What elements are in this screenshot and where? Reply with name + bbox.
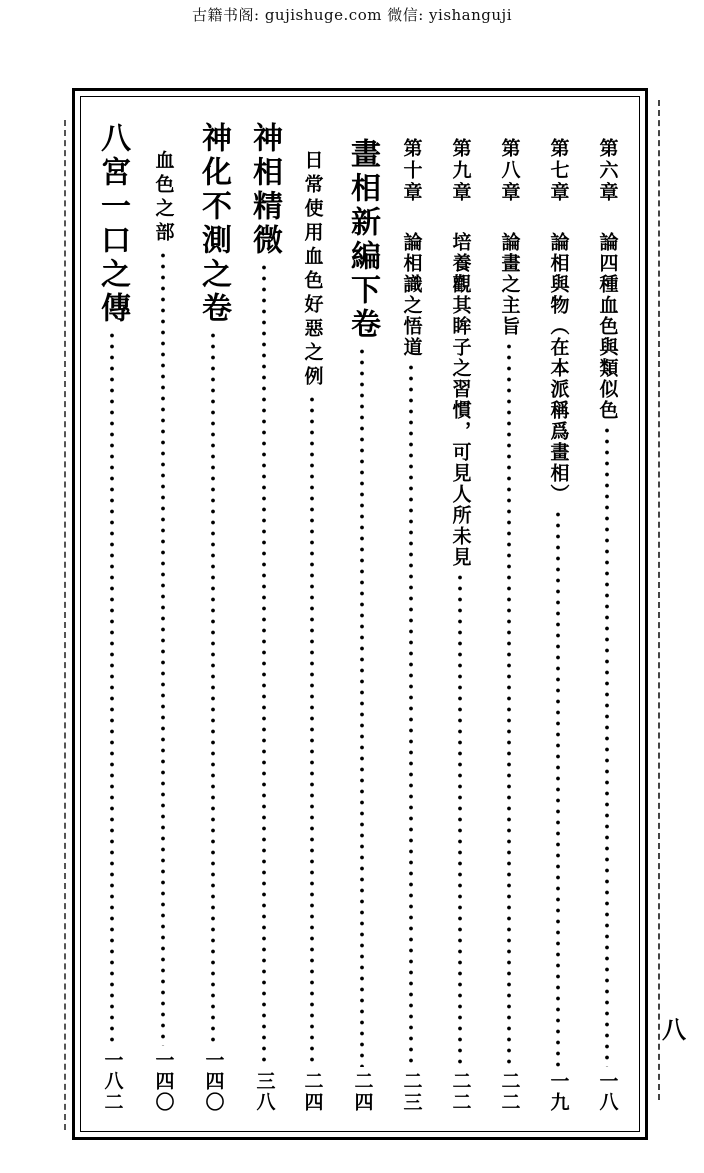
toc-entry-chapter-8 xyxy=(494,138,524,1113)
leader-dots xyxy=(309,394,315,1067)
chapter-title: 培養觀其眸子之習慣，可見人所未見 xyxy=(449,232,472,568)
leader-dots xyxy=(555,509,561,1067)
leader-dots xyxy=(359,346,365,1067)
section-title: 畫相新編下卷 xyxy=(345,138,380,342)
chapter-title: 論相識之悟道 xyxy=(400,232,423,358)
page-ref: 一八二 xyxy=(101,1050,124,1113)
chapter-heading: 第九章 xyxy=(449,138,472,204)
toc-entry-shenxiang xyxy=(244,122,284,1113)
toc-entry-chapter-9 xyxy=(445,138,475,1113)
left-edge-dashes xyxy=(64,120,66,1130)
section-title: 八宮一口之傳 xyxy=(95,122,130,326)
page-ref: 二四 xyxy=(351,1071,374,1113)
leader-dots xyxy=(160,250,166,1046)
toc-entry-xuese xyxy=(148,150,178,1113)
page-ref: 一四〇 xyxy=(202,1050,225,1113)
chapter-title: 論相與物（在本派稱爲畫相） xyxy=(547,232,570,505)
page-ref: 二二 xyxy=(449,1071,472,1113)
section-title: 神化不測之卷 xyxy=(196,122,231,326)
chapter-title: 論四種血色與類似色 xyxy=(596,232,619,421)
page-ref: 一九 xyxy=(547,1071,570,1113)
page-ref: 一四〇 xyxy=(152,1050,175,1113)
toc-entry-bagong xyxy=(92,122,132,1113)
leader-dots xyxy=(261,262,267,1067)
section-title: 血色之部 xyxy=(152,150,175,246)
leader-dots xyxy=(457,572,463,1067)
page-ref: 二四 xyxy=(301,1071,324,1113)
page-ref: 一八 xyxy=(596,1071,619,1113)
right-edge-dashes xyxy=(658,100,660,1100)
page-ref: 二二 xyxy=(498,1071,521,1113)
leader-dots xyxy=(604,425,610,1067)
chapter-heading: 第八章 xyxy=(498,138,521,204)
toc-entry-shenhua xyxy=(193,122,233,1113)
page-number: 八 xyxy=(662,1015,686,1044)
chapter-title: 論畫之主旨 xyxy=(498,232,521,337)
leader-dots xyxy=(109,330,115,1046)
toc-entry-subsection xyxy=(297,150,327,1113)
page-ref: 三八 xyxy=(253,1071,276,1113)
section-title: 日常使用血色好惡之例 xyxy=(301,150,324,390)
chapter-heading: 第十章 xyxy=(400,138,423,204)
chapter-heading: 第六章 xyxy=(596,138,619,204)
watermark-text: 古籍书阁: gujishuge.com 微信: yishanguji xyxy=(192,6,512,24)
page-ref: 二三 xyxy=(400,1071,423,1113)
section-title: 神相精微 xyxy=(247,122,282,258)
toc-entry-chapter-10 xyxy=(396,138,426,1113)
leader-dots xyxy=(506,341,512,1067)
toc-entry-chapter-7 xyxy=(543,138,573,1113)
toc-entry-chapter-6 xyxy=(592,138,622,1113)
chapter-heading: 第七章 xyxy=(547,138,570,204)
leader-dots xyxy=(210,330,216,1046)
toc-entry-volume-heading xyxy=(342,138,382,1113)
leader-dots xyxy=(408,362,414,1067)
